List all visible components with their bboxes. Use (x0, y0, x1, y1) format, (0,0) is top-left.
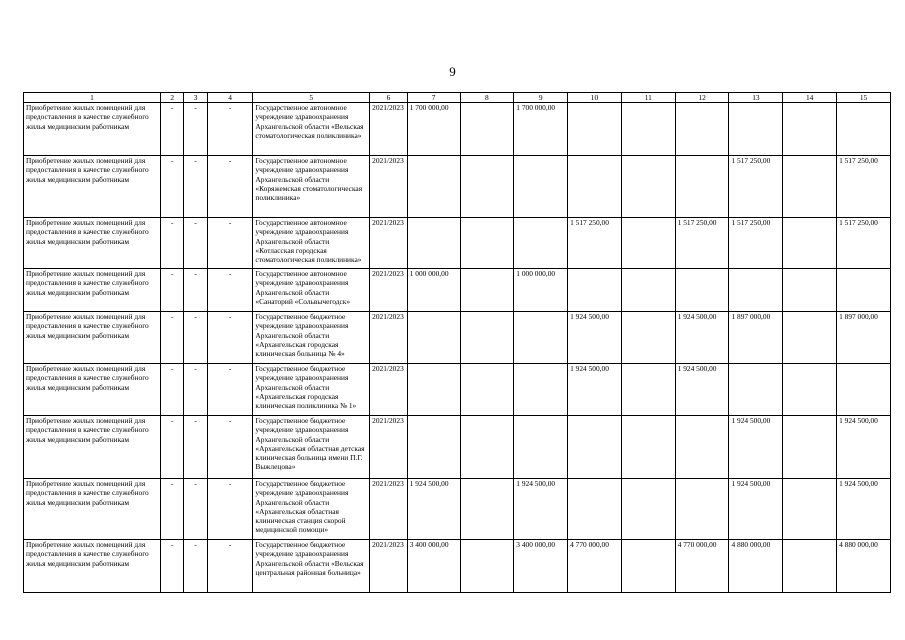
table-cell-col-8 (460, 364, 514, 416)
table-cell-col-6: 2021/2023 (370, 416, 408, 479)
table-cell-col-9 (514, 218, 568, 269)
table-cell-col-15: 1 897 000,00 (837, 312, 891, 364)
table-cell-col-3: - (184, 103, 207, 156)
table-cell-col-6: 2021/2023 (370, 312, 408, 364)
table-cell-col-2: - (161, 269, 184, 312)
table-cell-col-3: - (184, 156, 207, 218)
table-cell-col-13: 1 924 500,00 (729, 416, 783, 479)
table-cell-col-12: 1 924 500,00 (675, 364, 729, 416)
table-cell-col-6: 2021/2023 (370, 540, 408, 593)
table-cell-col-1: Приобретение жилых помещений для предоставления в качестве служебного жилья медицинским работникам (24, 103, 161, 156)
column-header-12: 12 (675, 93, 729, 103)
table-cell-col-1: Приобретение жилых помещений для предоставления в качестве служебного жилья медицинским работникам (24, 364, 161, 416)
table-cell-col-7: 1 700 000,00 (407, 103, 460, 156)
table-cell-col-5: Государственное бюджетное учреждение здравоохранения Архангельской области «Архангельская областная детская клиническая больница имени П.Г. Выжлецова» (253, 416, 370, 479)
table-cell-col-7: 3 400 000,00 (407, 540, 460, 593)
table-cell-col-5: Государственное автономное учреждение здравоохранения Архангельской области «Санаторий «Сольвычегодск» (253, 269, 370, 312)
table-cell-col-3: - (184, 479, 207, 540)
table-cell-col-9: 3 400 000,00 (514, 540, 568, 593)
table-cell-col-11 (621, 218, 675, 269)
table-cell-col-8 (460, 479, 514, 540)
table-cell-col-14 (783, 156, 837, 218)
table-cell-col-6: 2021/2023 (370, 218, 408, 269)
table-row (24, 364, 891, 416)
table-cell-col-13: 1 517 250,00 (729, 218, 783, 269)
table-cell-col-7: 1 924 500,00 (407, 479, 460, 540)
table-cell-col-1: Приобретение жилых помещений для предоставления в качестве служебного жилья медицинским работникам (24, 312, 161, 364)
column-header-9: 9 (514, 93, 568, 103)
table-cell-col-8 (460, 312, 514, 364)
table-row (24, 479, 891, 540)
table-cell-col-11 (621, 540, 675, 593)
table-cell-col-7 (407, 312, 460, 364)
budget-table (23, 92, 891, 593)
table-cell-col-10: 1 924 500,00 (568, 312, 622, 364)
table-cell-col-12: 1 924 500,00 (675, 312, 729, 364)
header-row (24, 93, 891, 103)
table-cell-col-2: - (161, 312, 184, 364)
table-row (24, 103, 891, 156)
table-cell-col-9 (514, 364, 568, 416)
table-cell-col-2: - (161, 479, 184, 540)
table-cell-col-5: Государственное бюджетное учреждение здравоохранения Архангельской области «Архангельская городская клиническая поликлиника № 1» (253, 364, 370, 416)
table-cell-col-12 (675, 479, 729, 540)
table-cell-col-4: - (207, 540, 253, 593)
table-cell-col-1: Приобретение жилых помещений для предоставления в качестве служебного жилья медицинским работникам (24, 540, 161, 593)
column-header-11: 11 (621, 93, 675, 103)
table-row (24, 218, 891, 269)
table-cell-col-3: - (184, 540, 207, 593)
table-cell-col-8 (460, 103, 514, 156)
table-cell-col-8 (460, 156, 514, 218)
table-cell-col-5: Государственное автономное учреждение здравоохранения Архангельской области «Коряжемская стоматологическая поликлиника» (253, 156, 370, 218)
table-cell-col-6: 2021/2023 (370, 103, 408, 156)
table-cell-col-4: - (207, 269, 253, 312)
table-cell-col-14 (783, 479, 837, 540)
table-cell-col-4: - (207, 156, 253, 218)
table-cell-col-4: - (207, 479, 253, 540)
column-header-10: 10 (568, 93, 622, 103)
column-header-6: 6 (370, 93, 408, 103)
table-cell-col-12 (675, 103, 729, 156)
table-cell-col-9: 1 700 000,00 (514, 103, 568, 156)
table-cell-col-15: 1 924 500,00 (837, 479, 891, 540)
table-cell-col-15 (837, 103, 891, 156)
table-cell-col-2: - (161, 416, 184, 479)
table-cell-col-2: - (161, 156, 184, 218)
column-header-8: 8 (460, 93, 514, 103)
table-cell-col-11 (621, 269, 675, 312)
table-cell-col-11 (621, 416, 675, 479)
column-header-14: 14 (783, 93, 837, 103)
column-header-1: 1 (24, 93, 161, 103)
table-row (24, 540, 891, 593)
table-cell-col-10 (568, 269, 622, 312)
column-header-2: 2 (161, 93, 184, 103)
column-header-4: 4 (207, 93, 253, 103)
table-cell-col-2: - (161, 540, 184, 593)
table-cell-col-5: Государственное автономное учреждение здравоохранения Архангельской области «Котласская городская стоматологическая поликлиника» (253, 218, 370, 269)
table-cell-col-11 (621, 103, 675, 156)
table-cell-col-15: 1 924 500,00 (837, 416, 891, 479)
table-cell-col-4: - (207, 312, 253, 364)
table-cell-col-8 (460, 218, 514, 269)
table-cell-col-13: 1 517 250,00 (729, 156, 783, 218)
table-cell-col-14 (783, 269, 837, 312)
table-cell-col-9 (514, 312, 568, 364)
table-cell-col-10 (568, 103, 622, 156)
table-cell-col-1: Приобретение жилых помещений для предоставления в качестве служебного жилья медицинским работникам (24, 156, 161, 218)
table-cell-col-9: 1 000 000,00 (514, 269, 568, 312)
table-cell-col-4: - (207, 364, 253, 416)
table-cell-col-14 (783, 312, 837, 364)
table-cell-col-1: Приобретение жилых помещений для предоставления в качестве служебного жилья медицинским работникам (24, 416, 161, 479)
table-cell-col-12 (675, 416, 729, 479)
table-body (24, 103, 891, 593)
table-cell-col-11 (621, 479, 675, 540)
table-cell-col-5: Государственное бюджетное учреждение здравоохранения Архангельской области «Вельская центральная районная больница» (253, 540, 370, 593)
table-cell-col-14 (783, 364, 837, 416)
table-cell-col-1: Приобретение жилых помещений для предоставления в качестве служебного жилья медицинским работникам (24, 479, 161, 540)
table-cell-col-6: 2021/2023 (370, 269, 408, 312)
column-header-3: 3 (184, 93, 207, 103)
table-cell-col-10 (568, 479, 622, 540)
table-cell-col-9: 1 924 500,00 (514, 479, 568, 540)
table-cell-col-15 (837, 364, 891, 416)
table-cell-col-7 (407, 156, 460, 218)
table-cell-col-9 (514, 416, 568, 479)
table-cell-col-3: - (184, 364, 207, 416)
table-cell-col-7 (407, 218, 460, 269)
table-row (24, 269, 891, 312)
table-cell-col-11 (621, 312, 675, 364)
table-cell-col-10 (568, 416, 622, 479)
table-cell-col-13 (729, 269, 783, 312)
table-cell-col-5: Государственное бюджетное учреждение здравоохранения Архангельской области «Архангельская городская клиническая больница № 4» (253, 312, 370, 364)
table-cell-col-4: - (207, 218, 253, 269)
table-cell-col-3: - (184, 269, 207, 312)
table-row (24, 312, 891, 364)
table-cell-col-8 (460, 416, 514, 479)
table-cell-col-6: 2021/2023 (370, 364, 408, 416)
column-header-13: 13 (729, 93, 783, 103)
table-cell-col-13 (729, 364, 783, 416)
table-cell-col-10: 1 924 500,00 (568, 364, 622, 416)
column-header-7: 7 (407, 93, 460, 103)
table-cell-col-8 (460, 540, 514, 593)
table-cell-col-10 (568, 156, 622, 218)
table-cell-col-14 (783, 103, 837, 156)
table-cell-col-6: 2021/2023 (370, 156, 408, 218)
table-cell-col-15: 4 880 000,00 (837, 540, 891, 593)
table-cell-col-13 (729, 103, 783, 156)
page-number: 9 (449, 64, 456, 79)
table-cell-col-10: 4 770 000,00 (568, 540, 622, 593)
table-cell-col-11 (621, 156, 675, 218)
table-cell-col-15: 1 517 250,00 (837, 156, 891, 218)
table-row (24, 416, 891, 479)
table-cell-col-4: - (207, 103, 253, 156)
table-cell-col-14 (783, 416, 837, 479)
table-cell-col-5: Государственное бюджетное учреждение здравоохранения Архангельской области «Архангельская областная клиническая станция скорой медицинской помощи» (253, 479, 370, 540)
table-cell-col-14 (783, 218, 837, 269)
table-cell-col-7 (407, 364, 460, 416)
table-cell-col-12: 1 517 250,00 (675, 218, 729, 269)
table-cell-col-13: 4 880 000,00 (729, 540, 783, 593)
table-cell-col-6: 2021/2023 (370, 479, 408, 540)
table-cell-col-10: 1 517 250,00 (568, 218, 622, 269)
table-cell-col-4: - (207, 416, 253, 479)
table-cell-col-15 (837, 269, 891, 312)
table-cell-col-7 (407, 416, 460, 479)
table-row (24, 156, 891, 218)
table-cell-col-12: 4 770 000,00 (675, 540, 729, 593)
table-cell-col-1: Приобретение жилых помещений для предоставления в качестве служебного жилья медицинским работникам (24, 218, 161, 269)
table-cell-col-9 (514, 156, 568, 218)
table-cell-col-12 (675, 156, 729, 218)
table-cell-col-12 (675, 269, 729, 312)
table-cell-col-3: - (184, 416, 207, 479)
column-header-15: 15 (837, 93, 891, 103)
table-cell-col-2: - (161, 218, 184, 269)
table-cell-col-13: 1 924 500,00 (729, 479, 783, 540)
table-cell-col-2: - (161, 364, 184, 416)
table-cell-col-1: Приобретение жилых помещений для предоставления в качестве служебного жилья медицинским работникам (24, 269, 161, 312)
column-header-5: 5 (253, 93, 370, 103)
table-cell-col-11 (621, 364, 675, 416)
table-cell-col-2: - (161, 103, 184, 156)
table-cell-col-5: Государственное автономное учреждение здравоохранения Архангельской области «Вельская стоматологическая поликлиника» (253, 103, 370, 156)
table-cell-col-8 (460, 269, 514, 312)
table-cell-col-15: 1 517 250,00 (837, 218, 891, 269)
table-cell-col-3: - (184, 312, 207, 364)
table-cell-col-14 (783, 540, 837, 593)
table-cell-col-7: 1 000 000,00 (407, 269, 460, 312)
table-cell-col-3: - (184, 218, 207, 269)
table-cell-col-13: 1 897 000,00 (729, 312, 783, 364)
